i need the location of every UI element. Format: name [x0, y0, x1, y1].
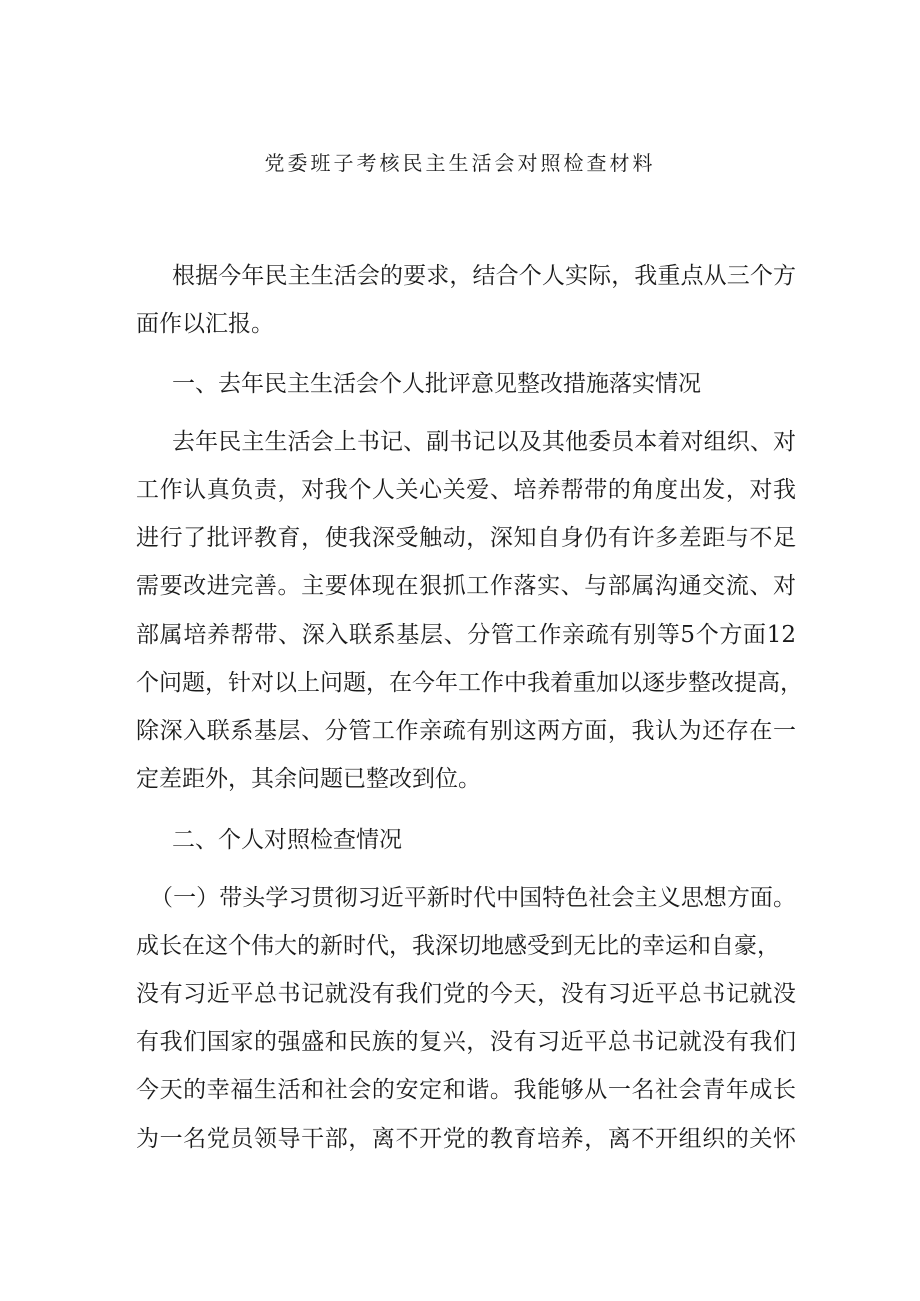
paragraph-line: 定差距外，其余问题已整改到位。	[136, 766, 481, 792]
paragraph-line: 进行了批评教育，使我深受触动，深知自身仍有许多差距与不足	[136, 525, 796, 551]
paragraph-line: （一）带头学习贯彻习近平新时代中国特色社会主义思想方面。	[150, 885, 796, 911]
paragraph-line: 个问题，针对以上问题，在今年工作中我着重加以逐步整改提高，	[136, 670, 803, 696]
paragraph-line: 需要改进完善。主要体现在狠抓工作落实、与部属沟通交流、对	[136, 573, 796, 599]
paragraph-line: 除深入联系基层、分管工作亲疏有别这两方面，我认为还存在一	[136, 718, 796, 744]
paragraph-line: 部属培养帮带、深入联系基层、分管工作亲疏有别等5个方面12	[136, 622, 796, 648]
paragraph-line: 成长在这个伟大的新时代，我深切地感受到无比的幸运和自豪，	[136, 933, 780, 959]
paragraph-line: 面作以汇报。	[136, 311, 274, 337]
paragraph-line: 为一名党员领导干部，离不开党的教育培养，离不开组织的关怀	[136, 1126, 796, 1152]
paragraph-line: 根据今年民主生活会的要求，结合个人实际，我重点从三个方	[172, 263, 796, 289]
paragraph-line: 没有习近平总书记就没有我们党的今天，没有习近平总书记就没	[136, 981, 796, 1007]
paragraph-line: 工作认真负责，对我个人关心关爱、培养帮带的角度出发，对我	[136, 477, 796, 503]
section-heading: 二、个人对照检查情况	[172, 827, 402, 853]
paragraph-line: 今天的幸福生活和社会的安定和谐。我能够从一名社会青年成长	[136, 1077, 796, 1103]
document-title: 党委班子考核民主生活会对照检查材料	[264, 151, 656, 175]
paragraph-line: 去年民主生活会上书记、副书记以及其他委员本着对组织、对	[172, 429, 796, 455]
section-heading: 一、去年民主生活会个人批评意见整改措施落实情况	[172, 371, 701, 397]
paragraph-line: 有我们国家的强盛和民族的复兴，没有习近平总书记就没有我们	[136, 1029, 796, 1055]
